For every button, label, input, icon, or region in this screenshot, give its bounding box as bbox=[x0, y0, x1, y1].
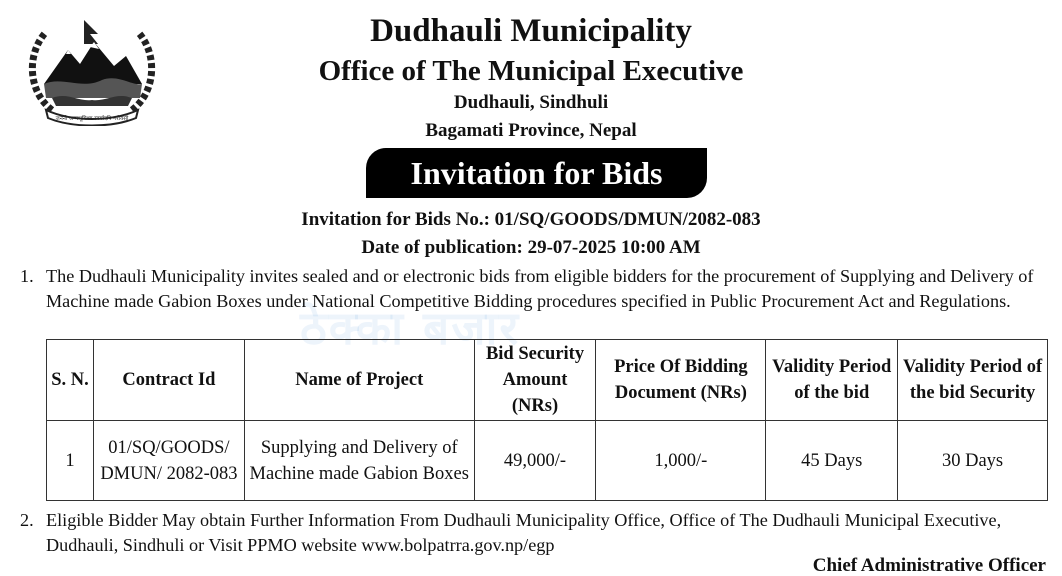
cell-security-validity: 30 Days bbox=[898, 421, 1048, 501]
paragraph-text: The Dudhauli Municipality invites sealed and or electronic bids from eligible bidders for the procurement of Supplying and Delivery of Machine made Gabion Boxes under National Competitive Bidding procedures specified in Public Procurement Act and Regulations. bbox=[46, 266, 1034, 311]
watermark: ठेक्का बजार bbox=[300, 301, 521, 355]
header-contract-id: Contract Id bbox=[93, 340, 244, 421]
cell-contract-id: 01/SQ/GOODS/ DMUN/ 2082-083 bbox=[93, 421, 244, 501]
emblem-ribbon-text: जननी जन्मभूमिश्च स्वर्गादपि गरीयसी bbox=[55, 116, 129, 122]
header-validity: Validity Period of the bid bbox=[766, 340, 898, 421]
paragraph-1 bbox=[20, 264, 1052, 313]
notice-title-banner: Invitation for Bids bbox=[366, 148, 707, 198]
paragraph-text: Eligible Bidder May obtain Further Information From Dudhauli Municipality Office, Office of The Dudhauli Municipal Executive, Dudhauli, Sindhuli or Visit PPMO website www.bolpatrra.gov.np/egp bbox=[46, 510, 1002, 555]
cell-project: Supplying and Delivery of Machine made Gabion Boxes bbox=[244, 421, 474, 501]
header-bid-security: Bid Security Amount (NRs) bbox=[474, 340, 596, 421]
cell-sn: 1 bbox=[47, 421, 94, 501]
paragraph-number: 1. bbox=[20, 266, 34, 286]
bid-number: Invitation for Bids No.: 01/SQ/GOODS/DMUN/2082-083 bbox=[301, 209, 761, 230]
publication-date: Date of publication: 29-07-2025 10:00 AM bbox=[361, 237, 701, 258]
office-name: Office of The Municipal Executive bbox=[318, 55, 744, 87]
paragraph-2 bbox=[20, 508, 1052, 557]
location: Dudhauli, Sindhuli bbox=[453, 92, 609, 113]
paragraph-number: 2. bbox=[20, 510, 34, 530]
header-project: Name of Project bbox=[244, 340, 474, 421]
province: Bagamati Province, Nepal bbox=[425, 120, 637, 141]
municipality-name: Dudhauli Municipality bbox=[370, 13, 692, 49]
signatory-title: Chief Administrative Officer bbox=[812, 555, 1046, 576]
table-row bbox=[47, 421, 1048, 501]
table-header-row bbox=[47, 340, 1048, 421]
header-sn: S. N. bbox=[47, 340, 94, 421]
cell-doc-price: 1,000/- bbox=[596, 421, 766, 501]
bids-table bbox=[46, 339, 1048, 501]
header-security-validity: Validity Period of the bid Security bbox=[898, 340, 1048, 421]
cell-bid-security: 49,000/- bbox=[474, 421, 596, 501]
header-doc-price: Price Of Bidding Document (NRs) bbox=[596, 340, 766, 421]
cell-validity: 45 Days bbox=[766, 421, 898, 501]
